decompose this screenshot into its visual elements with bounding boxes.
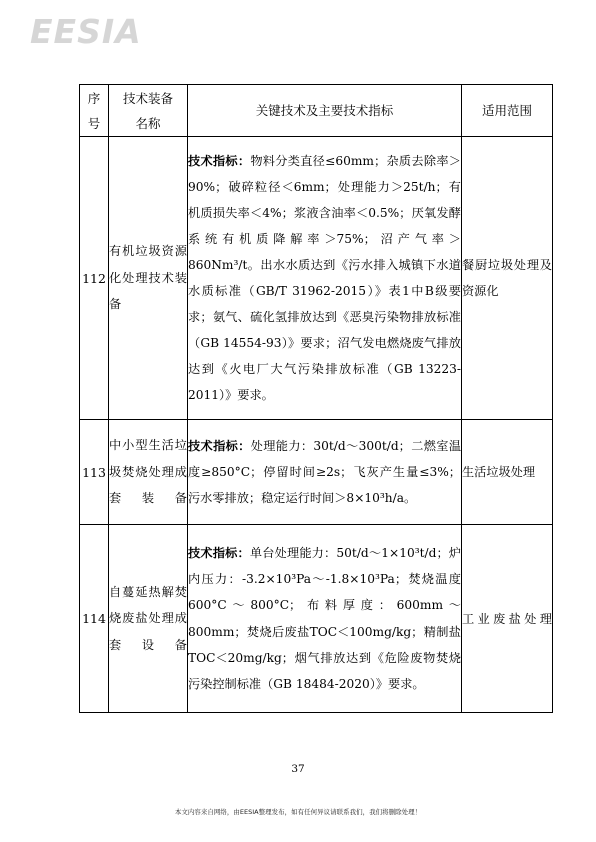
header-scope: 适用范围 — [462, 85, 553, 137]
indicator-label: 技术指标： — [188, 153, 251, 168]
technology-table — [79, 84, 553, 713]
header-detail: 关键技术及主要技术指标 — [188, 85, 462, 137]
row-number: 112 — [80, 137, 109, 420]
equipment-name: 中小型生活垃圾焚烧处理成套装备 — [109, 420, 188, 525]
eesia-logo: EESIA — [30, 12, 142, 51]
indicator-label: 技术指标： — [188, 546, 250, 561]
table-row — [80, 137, 553, 420]
page-number: 37 — [291, 763, 305, 775]
indicator-text: 物料分类直径≤60mm；杂质去除率＞90%；破碎粒径＜6mm；处理能力＞25t/h；有机质损失率＜4%；浆液含油率＜0.5%；厌氧发酵系统有机质降解率＞75%；沼产气率＞860Nm³/t。出水水质达到《污水排入城镇下水道水质标准（GB/T 31962-2015）》表1中B级要求；氨气、硫化氢排放达到《恶臭污染物排放标准（GB 14554-93）》要求；沼气发电燃烧废气排放达到《火电厂大气污染排放标准（GB 13223-2011）》要求。 — [188, 153, 461, 403]
application-scope: 工业废盐处理 — [462, 525, 553, 713]
table-header-row — [80, 85, 553, 137]
header-seq: 序号 — [80, 85, 109, 137]
tech-indicators — [188, 137, 462, 420]
equipment-name: 自蔓延热解焚烧废盐处理成套设备 — [109, 525, 188, 713]
table-row — [80, 420, 553, 525]
row-number: 114 — [80, 525, 109, 713]
application-scope: 生活垃圾处理 — [462, 420, 553, 525]
indicator-label: 技术指标： — [188, 438, 251, 453]
tech-indicators — [188, 525, 462, 713]
tech-indicators — [188, 420, 462, 525]
row-number: 113 — [80, 420, 109, 525]
header-name: 技术装备名称 — [109, 85, 188, 137]
indicator-text: 单台处理能力：50t/d～1×10³t/d；炉内压力：-3.2×10³Pa～-1.8×10³Pa；焚烧温度600°C～800°C；布料厚度：600mm～800mm；焚烧后废盐TOC＜100mg/kg；精制盐TOC＜20mg/kg；烟气排放达到《危险废物焚烧污染控制标准（GB 18484-2020）》要求。 — [188, 546, 461, 691]
footer-disclaimer: 本文内容来自网络，由EESIA整理发布，如有任何异议请联系我们，我们将删除处理！ — [174, 808, 422, 816]
indicator-text: 处理能力：30t/d～300t/d；二燃室温度≥850°C；停留时间≥2s；飞灰产生量≤3%；污水零排放；稳定运行时间＞8×10³h/a。 — [188, 438, 462, 506]
table-row — [80, 525, 553, 713]
application-scope: 餐厨垃圾处理及资源化 — [462, 137, 553, 420]
equipment-name: 有机垃圾资源化处理技术装备 — [109, 137, 188, 420]
